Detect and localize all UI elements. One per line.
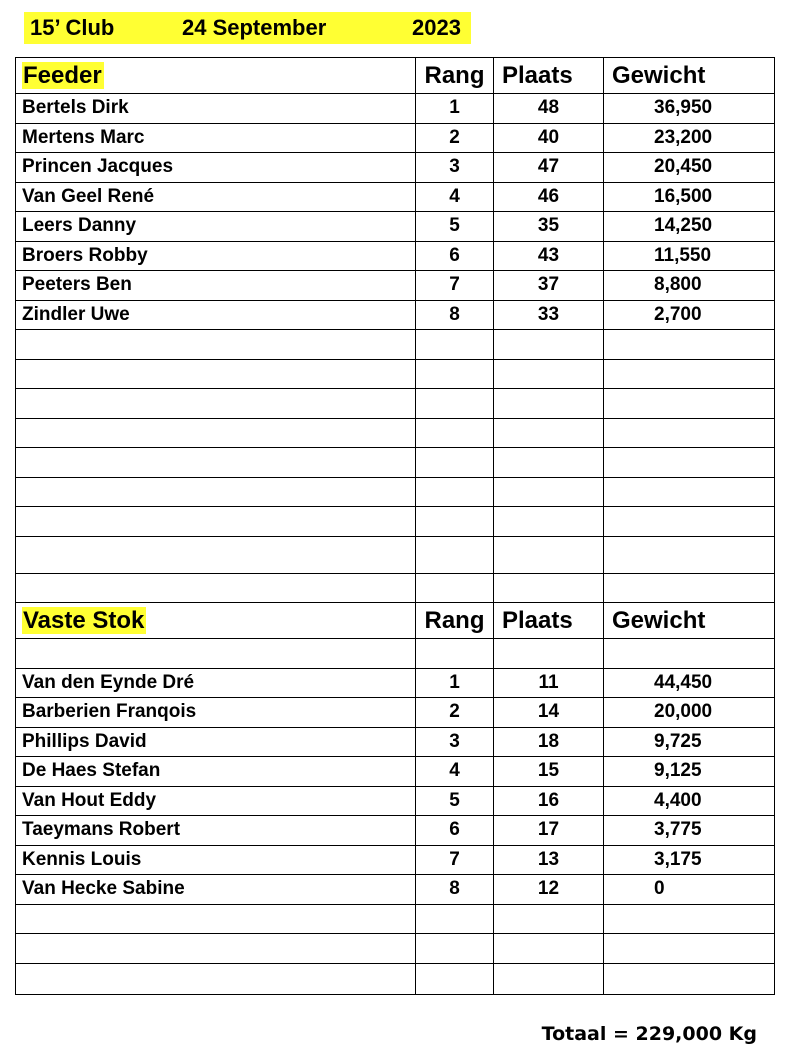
rang-cell: 5: [416, 786, 494, 816]
angler-name: Van Geel René: [16, 182, 416, 212]
empty-row: [16, 963, 775, 994]
angler-name: Van Hout Eddy: [16, 786, 416, 816]
rang-cell: 2: [416, 698, 494, 728]
plaats-cell: 12: [494, 875, 604, 905]
angler-name: Peeters Ben: [16, 271, 416, 301]
angler-name: Van Hecke Sabine: [16, 875, 416, 905]
plaats-cell: 43: [494, 241, 604, 271]
rang-cell: 5: [416, 212, 494, 242]
table-row: [16, 94, 775, 124]
rang-cell: 3: [416, 727, 494, 757]
title-banner: [24, 12, 471, 44]
plaats-cell: 40: [494, 123, 604, 153]
angler-name: De Haes Stefan: [16, 757, 416, 787]
angler-name: Taeymans Robert: [16, 816, 416, 846]
gewicht-cell: 36,950: [604, 94, 775, 124]
empty-row: [16, 639, 775, 669]
gewicht-cell: 9,125: [604, 757, 775, 787]
grand-total: Totaal = 229,000 Kg: [541, 1023, 757, 1045]
angler-name: Zindler Uwe: [16, 300, 416, 330]
plaats-column-header: Plaats: [494, 58, 604, 94]
table-row: [16, 153, 775, 183]
table-row: [16, 845, 775, 875]
event-date: 24 September: [182, 15, 327, 40]
plaats-cell: 48: [494, 94, 604, 124]
angler-name: Broers Robby: [16, 241, 416, 271]
empty-row: [16, 389, 775, 419]
rang-cell: 1: [416, 94, 494, 124]
plaats-column-header: Plaats: [494, 603, 604, 639]
table-row: [16, 241, 775, 271]
feeder-header-row: [16, 58, 775, 94]
gewicht-cell: 11,550: [604, 241, 775, 271]
table-row: [16, 875, 775, 905]
empty-row: [16, 418, 775, 448]
angler-name: Princen Jacques: [16, 153, 416, 183]
plaats-cell: 18: [494, 727, 604, 757]
angler-name: Bertels Dirk: [16, 94, 416, 124]
gewicht-cell: 44,450: [604, 668, 775, 698]
plaats-cell: 17: [494, 816, 604, 846]
rang-cell: 8: [416, 875, 494, 905]
rang-cell: 3: [416, 153, 494, 183]
table-row: [16, 786, 775, 816]
table-row: [16, 300, 775, 330]
empty-row: [16, 507, 775, 537]
gewicht-column-header: Gewicht: [604, 603, 775, 639]
gewicht-column-header: Gewicht: [604, 58, 775, 94]
angler-name: Barberien Franqois: [16, 698, 416, 728]
club-name: 15’ Club: [30, 15, 115, 40]
rang-cell: 6: [416, 816, 494, 846]
table-row: [16, 212, 775, 242]
empty-row: [16, 904, 775, 934]
results-table: [15, 57, 775, 995]
gewicht-cell: 3,175: [604, 845, 775, 875]
event-year: 2023: [412, 15, 461, 40]
empty-row: [16, 330, 775, 360]
plaats-cell: 33: [494, 300, 604, 330]
angler-name: Phillips David: [16, 727, 416, 757]
empty-row: [16, 477, 775, 507]
empty-row: [16, 359, 775, 389]
gewicht-cell: 9,725: [604, 727, 775, 757]
empty-row: [16, 536, 775, 573]
gewicht-cell: 8,800: [604, 271, 775, 301]
plaats-cell: 46: [494, 182, 604, 212]
gewicht-cell: 2,700: [604, 300, 775, 330]
plaats-cell: 13: [494, 845, 604, 875]
angler-name: Leers Danny: [16, 212, 416, 242]
plaats-cell: 37: [494, 271, 604, 301]
gewicht-cell: 14,250: [604, 212, 775, 242]
rang-cell: 2: [416, 123, 494, 153]
table-row: [16, 816, 775, 846]
vaste-stok-title: Vaste Stok: [23, 606, 145, 634]
gewicht-cell: 0: [604, 875, 775, 905]
gewicht-cell: 23,200: [604, 123, 775, 153]
empty-row: [16, 573, 775, 603]
feeder-title: Feeder: [23, 61, 102, 89]
vaste-stok-section-title: [16, 603, 416, 639]
table-row: [16, 123, 775, 153]
gewicht-cell: 3,775: [604, 816, 775, 846]
rang-cell: 8: [416, 300, 494, 330]
rang-cell: 4: [416, 182, 494, 212]
rang-cell: 7: [416, 271, 494, 301]
plaats-cell: 16: [494, 786, 604, 816]
empty-row: [16, 448, 775, 478]
empty-row: [16, 934, 775, 964]
gewicht-cell: 16,500: [604, 182, 775, 212]
feeder-section-title: [16, 58, 416, 94]
vaste-stok-header-row: [16, 603, 775, 639]
table-row: [16, 698, 775, 728]
plaats-cell: 14: [494, 698, 604, 728]
angler-name: Kennis Louis: [16, 845, 416, 875]
rang-cell: 6: [416, 241, 494, 271]
table-row: [16, 727, 775, 757]
table-row: [16, 182, 775, 212]
gewicht-cell: 20,000: [604, 698, 775, 728]
plaats-cell: 47: [494, 153, 604, 183]
gewicht-cell: 4,400: [604, 786, 775, 816]
rang-column-header: Rang: [416, 58, 494, 94]
rang-cell: 1: [416, 668, 494, 698]
angler-name: Van den Eynde Dré: [16, 668, 416, 698]
table-row: [16, 757, 775, 787]
table-row: [16, 271, 775, 301]
plaats-cell: 35: [494, 212, 604, 242]
plaats-cell: 11: [494, 668, 604, 698]
angler-name: Mertens Marc: [16, 123, 416, 153]
table-row: [16, 668, 775, 698]
gewicht-cell: 20,450: [604, 153, 775, 183]
rang-column-header: Rang: [416, 603, 494, 639]
rang-cell: 7: [416, 845, 494, 875]
plaats-cell: 15: [494, 757, 604, 787]
rang-cell: 4: [416, 757, 494, 787]
